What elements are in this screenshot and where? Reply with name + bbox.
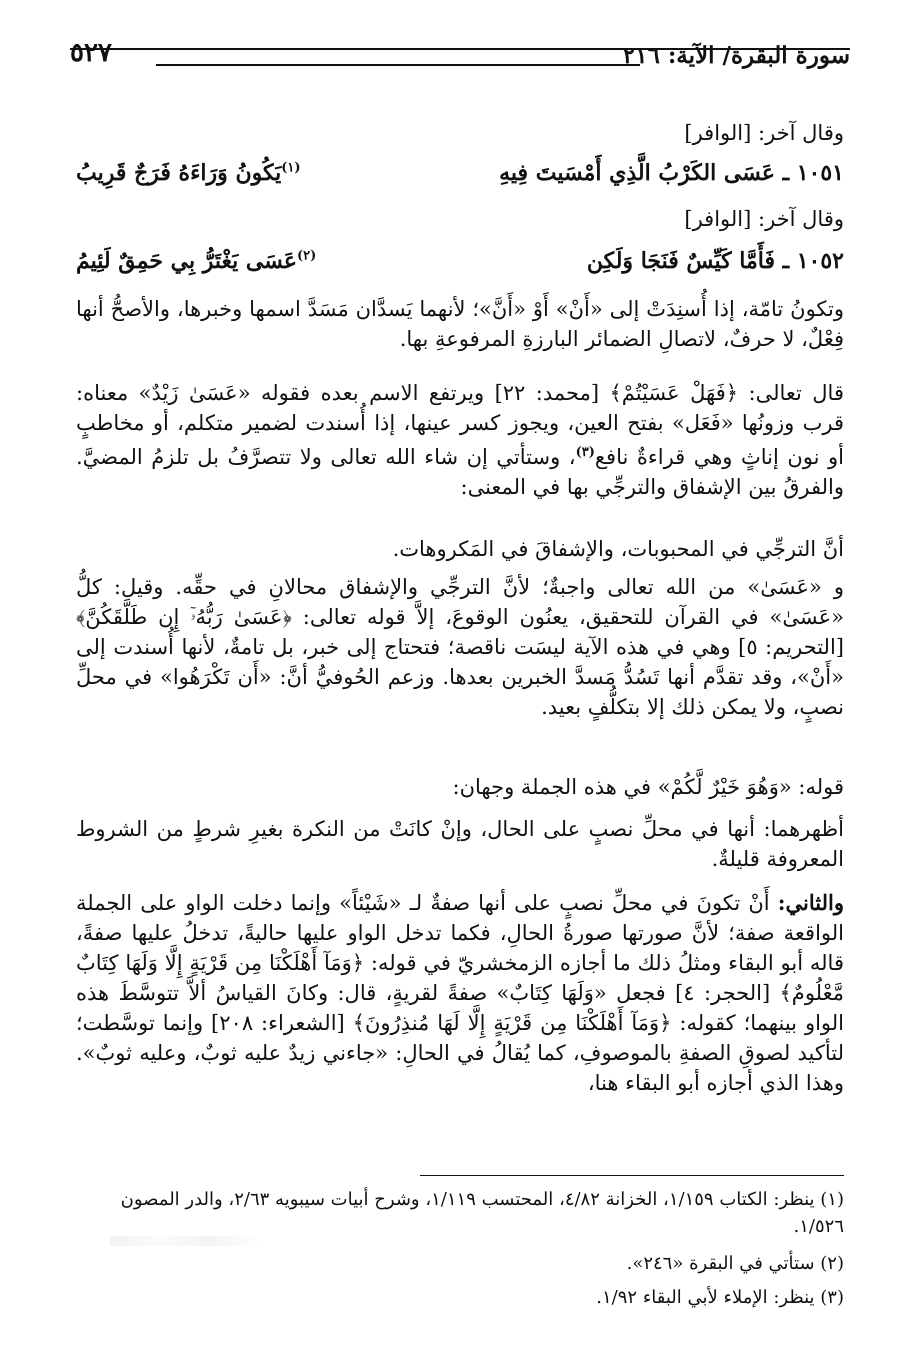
surah-reference: سورة البقرة/ الآية: ٢١٦: [622, 42, 850, 69]
page-number: ٥٢٧: [70, 38, 112, 68]
paragraph-4: و «عَسَىٰ» من الله تعالى واجبةٌ؛ لأنَّ الترجِّي والإشفاق محالانِ في حقِّه. وقيل: كلُّ «عَسَىٰ» في القرآن للتحقيق، يعنُون الوقوعَ، إلاَّ قوله تعالى: ﴿عَسَىٰ رَبُّهُۥٓ إِن طَلَّقَكُنَّ﴾ [التحريم: ٥] وهي في هذه الآية ليسَت ناقصة؛ فتحتاج إلى خبر، بل تامةٌ، لأنها أُسندت إلى «أَنْ»، وقد تقدَّم أنها تَسُدُّ مَسدَّ الخبرين بعدها. وزعم الحُوفيُّ أنَّ: «أَن تَكْرَهُوا» في محلِّ نصبٍ، ولا يمكن ذلك إلا بتكلُّفٍ بعيد.: [76, 575, 844, 719]
paragraph-1: وتكونُ تامّة، إذا أُسنِدَتْ إلى «أَنْ» أَوْ «أَنَّ»؛ لأنهما يَسدَّان مَسَدَّ اسمها وخبرها، والأصحُّ أنها فِعْلٌ، لا حرفٌ، لاتصالِ الضمائر البارزةِ المرفوعةِ بها.: [76, 297, 844, 351]
verse-first-hemistich: ١٠٥٢ ـ فَأَمَّا كَيِّسٌ فَنَجَا وَلَكِن: [586, 248, 844, 274]
footnote-ref: (٢): [297, 248, 317, 264]
footnote-3: (٣) ينظر: الإملاء لأبي البقاء ١/٩٢.: [596, 1287, 844, 1308]
poem-intro-1: وقال آخر: [الوافر]: [684, 121, 844, 145]
verse-second-text: يَكُونُ وَرَاءَهُ فَرَجٌ قَرِيبُ: [76, 160, 282, 186]
poem-verse-1051: [76, 160, 844, 194]
footnote-ref: (٣): [575, 445, 595, 460]
scan-smudge: [110, 1236, 260, 1246]
footnote-1: (١) ينظر: الكتاب ١/١٥٩، الخزانة ٤/٨٢، المحتسب ١/١١٩، وشرح أبيات سيبويه ٢/٦٣، والدر المصون ١/٥٢٦.: [120, 1189, 844, 1237]
verse-second-hemistich: [76, 248, 316, 274]
header-rule: [156, 64, 640, 66]
paragraph-7-lead: والثاني:: [777, 890, 844, 915]
paragraph-2: [76, 378, 844, 502]
footnote-ref: (١): [281, 160, 301, 176]
paragraph-7: [76, 888, 844, 1098]
page-header: [70, 38, 850, 82]
poem-verse-1052: [76, 248, 844, 282]
verse-second-hemistich: [76, 160, 301, 186]
paragraph-6: أظهرهما: أنها في محلِّ نصبٍ على الحال، وإنْ كانَتْ من النكرة بغيرِ شرطٍ من الشروط المعروفة قليلةٌ.: [76, 817, 844, 871]
footnote-2: (٢) ستأتي في البقرة «٢٤٦».: [626, 1253, 844, 1274]
verse-second-text: عَسَى يَغْتَرُّ بِي حَمِقٌ لَئِيمُ: [76, 248, 297, 274]
footnote-divider: [420, 1175, 844, 1176]
verse-first-hemistich: ١٠٥١ ـ عَسَى الكَرْبُ الَّذِي أَمْسَيتَ فِيهِ: [499, 160, 844, 186]
paragraph-2-rest: ، وستأتي إن شاء الله تعالى ولا تتصرَّفُ بل تلزمُ المضيَّ. والفرقُ بين الإشفاق والترجِّي بها في المعنى:: [76, 445, 844, 499]
header-divider: [70, 48, 850, 50]
paragraph-7-text: أَنْ تكونَ في محلِّ نصبٍ على أنها صفةٌ لـ «شَيْئاً» وإنما دخلت الواو على الجملة الواقعة صفة؛ لأنَّ صورتها صورةُ الحالِ، فكما تدخل الواو عليها حاليةً، تدخلُ عليها صفةً، قاله أبو البقاء ومثلُ ذلك ما أجازه الزمخشريّ في قوله: ﴿وَمَآ أَهْلَكْنَا مِن قَرْيَةٍ إِلَّا وَلَهَا كِتَابٌ مَّعْلُومٌ﴾ [الحجر: ٤] فجعل «وَلَهَا كِتَابٌ» صفةً لقريةٍ، قال: وكانَ القياسُ ألاَّ تتوسَّطَ هذه الواو بينهما؛ كقوله: ﴿وَمَآ أَهْلَكْنَا مِن قَرْيَةٍ إِلَّا لَهَا مُنذِرُونَ﴾ [الشعراء: ٢٠٨] وإنما توسَّطت؛ لتأكيد لصوقِ الصفةِ بالموصوفِ، كما يُقالُ في الحالِ: «جاءني زيدٌ عليه ثوبٌ، وعليه ثوبٌ». وهذا الذي أجازه أبو البقاء هنا،: [76, 891, 844, 1095]
paragraph-5: قوله: «وَهُوَ خَيْرٌ لَّكُمْ» في هذه الجملة وجهان:: [452, 775, 844, 799]
paragraph-2-text: قال تعالى: ﴿فَهَلْ عَسَيْتُمْ﴾ [محمد: ٢٢] ويرتفع الاسم بعده فقوله «عَسَىٰ زَيْدٌ» معناه: قرب وزونُها «فَعَل» بفتح العين، ويجوز كسر عينها، إذا أُسندت لضمير متكلم، أو مخاطبٍ أو نون إناثٍ وهي قراءةٌ نافع: [76, 381, 844, 469]
paragraph-3: أنَّ الترجِّي في المحبوبات، والإشفاقَ في المَكروهات.: [392, 537, 844, 561]
poem-intro-2: وقال آخر: [الوافر]: [684, 207, 844, 231]
